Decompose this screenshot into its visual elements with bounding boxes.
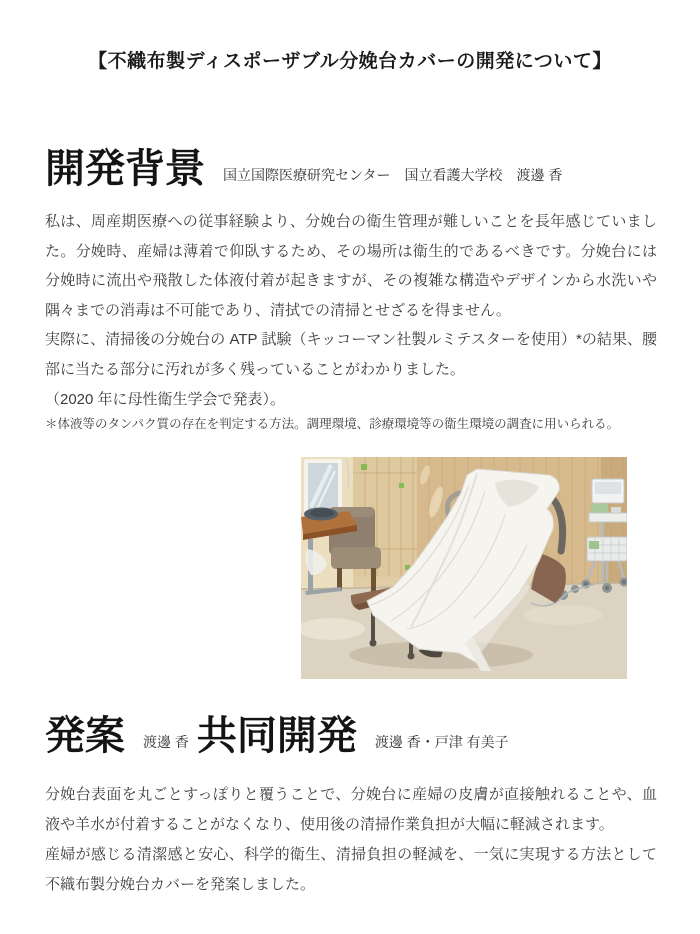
proposal-paragraphs — [45, 780, 657, 900]
background-paragraphs — [45, 207, 657, 414]
delivery-table-photo — [301, 457, 627, 679]
section-proposal-header — [45, 713, 509, 759]
codevelopment-authors: 渡邊 香・戸津 有美子 — [374, 734, 509, 750]
idea-heading: 発案 — [45, 714, 125, 758]
atp-test-footnote: ＊体液等のタンパク質の存在を判定する方法。調理環境、診療環境等の衛生環境の調査に用いられる。 — [45, 417, 620, 431]
background-paragraph-2: 実際に、清掃後の分娩台の ATP 試験（キッコーマン社製ルミテスターを使用）*の結果、腰部に当たる部分に汚れが多く残っていることがわかりました。 — [45, 331, 657, 378]
background-heading: 開発背景 — [45, 147, 205, 191]
idea-author: 渡邊 香 — [143, 734, 189, 750]
background-paragraph-1: 私は、周産期医療への従事経験より、分娩台の衛生管理が難しいことを長年感じていました。分娩時、産婦は薄着で仰臥するため、その場所は衛生的であるべきです。分娩台には分娩時に流出や飛散した体液付着が起きますが、その複雑な構造やデザインから水洗いや隅々までの消毒は不可能であり、清拭での清掃とせざるを得ません。 — [45, 213, 657, 319]
codevelopment-heading: 共同開発 — [196, 714, 357, 758]
document-title: 【不織布製ディスポーザブル分娩台カバーの開発について】 — [88, 51, 612, 72]
delivery-room-illustration — [301, 457, 627, 679]
background-affiliation: 国立国際医療研究センター 国立看護大学校 渡邊 香 — [223, 167, 563, 183]
section-background-header — [45, 146, 562, 192]
proposal-paragraph-1: 分娩台表面を丸ごとすっぽりと覆うことで、分娩台に産婦の皮膚が直接触れることや、血液や羊水が付着することがなくなり、使用後の清掃作業負担が大幅に軽減されます。 — [45, 786, 657, 833]
proposal-paragraph-2: 産婦が感じる清潔感と安心、科学的衛生、清掃負担の軽減を、一気に実現する方法として不織布製分娩台カバーを発案しました。 — [45, 846, 657, 893]
photo-window — [304, 457, 349, 514]
background-paragraph-3: （2020 年に母性衛生学会で発表）。 — [45, 390, 286, 408]
